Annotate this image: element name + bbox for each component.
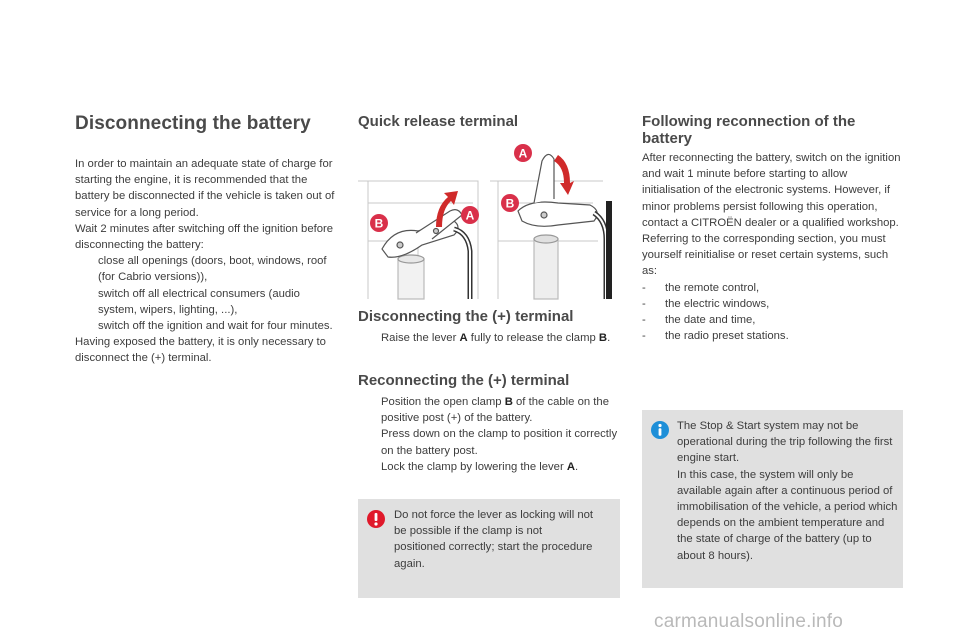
- warning-box: [358, 499, 620, 598]
- badge-a-left: [461, 206, 479, 224]
- section-title-quick-release: Quick release terminal: [358, 113, 519, 130]
- list-item: Position the open clamp B of the cable on the positive post (+) of the battery.: [381, 396, 609, 425]
- dash-symbol: -: [642, 314, 646, 327]
- svg-text:A: A: [465, 208, 475, 223]
- list-item: switch off the ignition and wait for four minutes.: [98, 320, 333, 333]
- list-item: - the electric windows,: [642, 296, 904, 312]
- intro-paragraph: In order to maintain an adequate state of charge for starting the engine, it is recommended that the battery be disconnected if the vehicle is taken out of service for a long period.: [75, 158, 335, 219]
- dash-symbol: -: [642, 330, 646, 343]
- section-title-disconnecting-battery: Disconnecting the battery: [75, 113, 311, 134]
- disc-steps: [358, 330, 620, 346]
- section-title-following-reconnection: Following reconnection of the battery: [642, 113, 856, 147]
- badge-a-right: [514, 144, 532, 162]
- svg-text:A: A: [518, 146, 528, 161]
- warning-icon: [366, 509, 386, 529]
- reconn-steps: [358, 394, 620, 475]
- list-item: - the remote control,: [642, 280, 904, 296]
- info-icon: [650, 420, 670, 440]
- svg-text:B: B: [505, 196, 515, 211]
- warning-text: Do not force the lever as locking will not be possible if the clamp is not positioned correctly; start the procedure again.: [394, 509, 594, 570]
- section-title-disconnecting-terminal: Disconnecting the (+) terminal: [358, 308, 574, 325]
- terminal-illustration: [358, 141, 620, 301]
- col3-body: [642, 150, 904, 344]
- info-box: [642, 410, 903, 588]
- para2: Referring to the corresponding section, you must yourself reinitialise or reset certain systems, such as:: [642, 233, 889, 278]
- list-item: switch off all electrical consumers (audio system, wipers, lighting, ...),: [98, 287, 300, 316]
- badge-b-right: [501, 194, 519, 212]
- list-item: Lock the clamp by lowering the lever A.: [381, 460, 579, 473]
- para1: After reconnecting the battery, switch on the ignition and wait 1 minute before starting to allow initialisation of the electronic systems. However, if minor problems persist following this operation, contact a CITROËN dealer or a qualified workshop.: [642, 152, 901, 229]
- col1-body: [75, 156, 337, 367]
- section-title-reconnecting-terminal: Reconnecting the (+) terminal: [358, 372, 570, 389]
- dash-symbol: -: [642, 281, 646, 294]
- list-item: Raise the lever A fully to release the clamp B.: [381, 332, 611, 344]
- dash-symbol: -: [642, 297, 646, 310]
- list-item: - the radio preset stations.: [642, 328, 904, 344]
- watermark: carmanualsonline.info: [654, 611, 844, 632]
- list-item: Press down on the clamp to position it correctly on the battery post.: [381, 428, 618, 457]
- list-item: close all openings (doors, boot, windows, roof (for Cabrio versions)),: [98, 255, 327, 284]
- badge-b-left: [370, 214, 388, 232]
- wait-paragraph: Wait 2 minutes after switching off the ignition before disconnecting the battery:: [75, 222, 334, 252]
- list-item: - the date and time,: [642, 312, 904, 328]
- outro-paragraph: Having exposed the battery, it is only necessary to disconnect the (+) terminal.: [75, 336, 326, 365]
- svg-text:B: B: [374, 216, 384, 231]
- info-text: The Stop & Start system may not be operational during the trip following the first engine start. In this case, the system will only be available again after a continuous period of immobilisation of the vehicle, a period which depends on the ambient temperature and the state of charge of the battery (up to about 8 hours).: [677, 420, 898, 562]
